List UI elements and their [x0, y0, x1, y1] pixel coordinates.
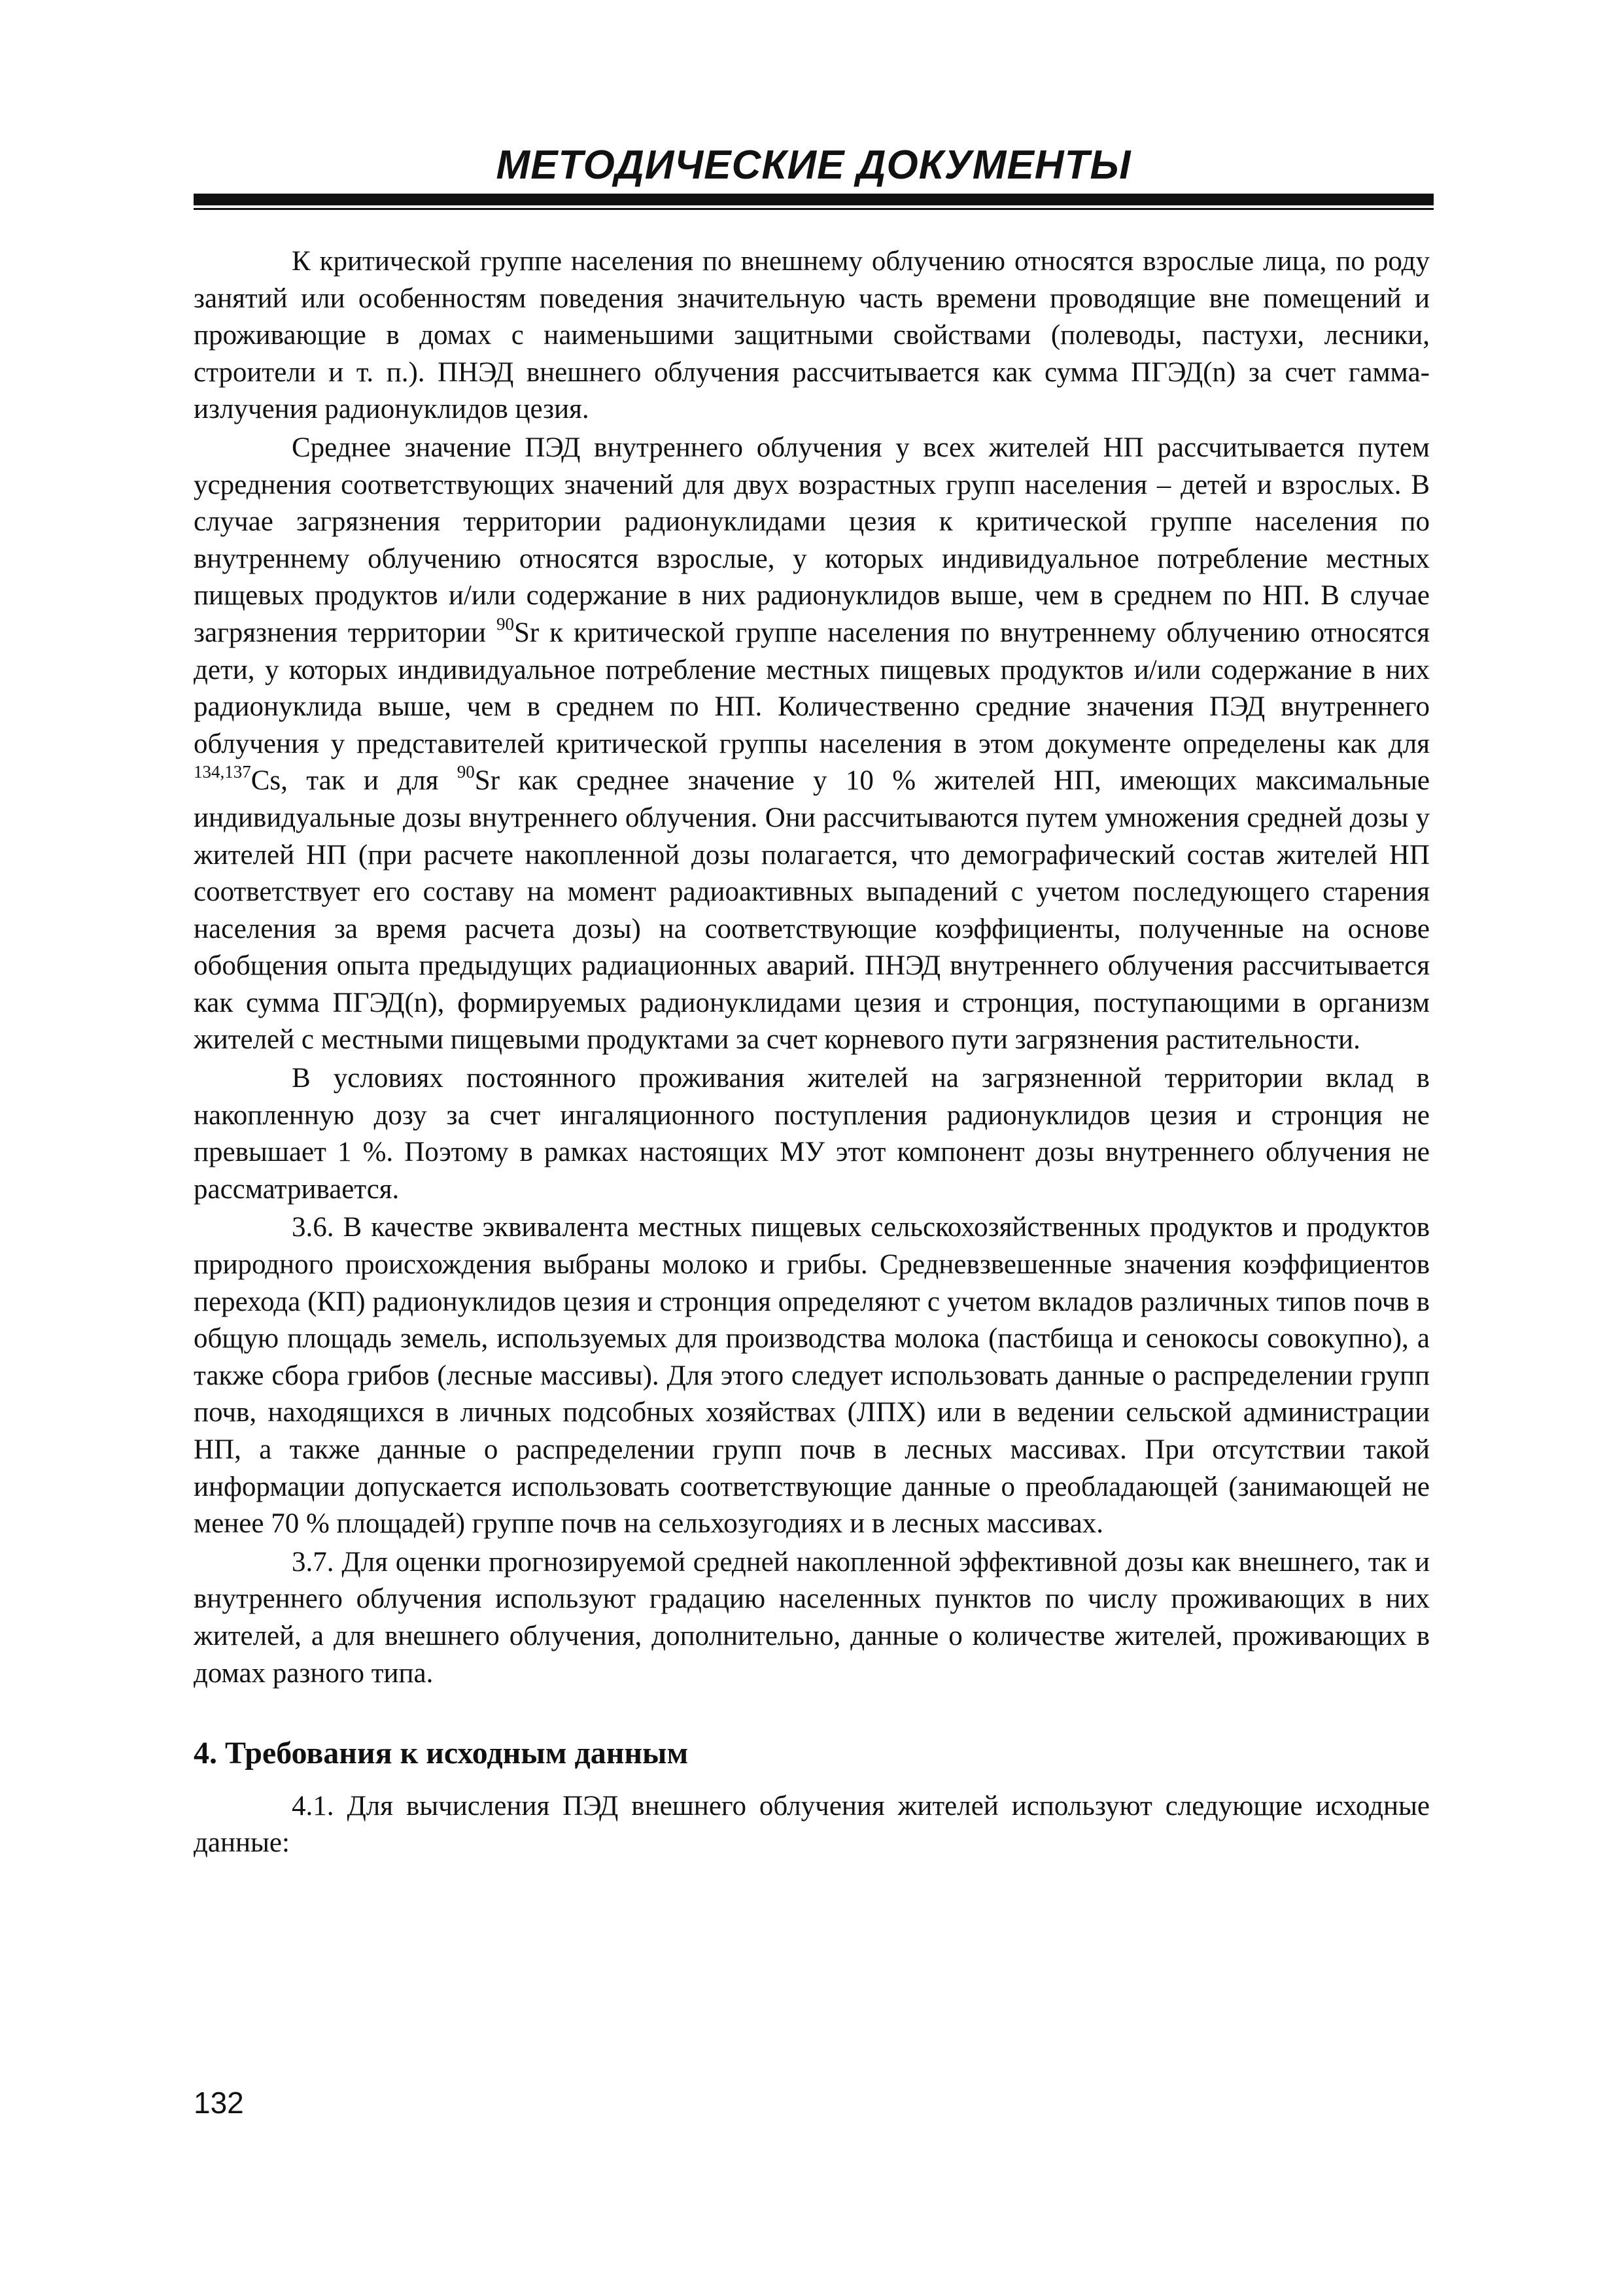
paragraph-critical-group-external: К критической группе населения по внешнему облучению относятся взрослые лица, по роду занятий или особенностям поведения значительную часть времени проводящие вне помещений и проживающие в домах с наименьшими защитными свойствами (полеводы, пастухи, лесники, строители и т. п.). ПНЭД внешнего облучения рассчитывается как сумма ПГЭД(n) за счет гамма-излучения радионуклидов цезия. [194, 246, 1430, 425]
paragraph-text: Cs, так и для [251, 765, 457, 797]
paragraph-text: Sr к критической группе населения по внутреннему облучению относятся дети, у которых индивидуальное потребление местных пищевых продуктов и/или содержание в них радионуклида выше, чем в среднем по НП. Количественно средние значения ПЭД внутреннего облучения у представителей критической группы населения в этом документе определены как для [194, 617, 1430, 759]
paragraph-text: Среднее значение ПЭД внутреннего облучения у всех жителей НП рассчитывается путем усреднения соответствующих значений для двух возрастных групп населения – детей и взрослых. В случае загрязнения территории радионуклидами цезия к критической группе населения по внутреннему облучению относятся взрослые, у которых индивидуальное потребление местных пищевых продуктов и/или содержание в них радионуклидов выше, чем в среднем по НП. В случае загрязнения территории [194, 432, 1430, 648]
paragraph-text: Sr как среднее значение у 10 % жителей НП, имеющих максимальные индивидуальные дозы внутреннего облучения. Они рассчитываются путем умножения средней дозы у жителей НП (при расчете накопленной дозы полагается, что демографический состав жителей НП соответствует его составу на момент радиоактивных выпадений с учетом последующего старения населения за время расчета дозы) на соответствующие коэффициенты, полученные на основе обобщения опыта предыдущих радиационных аварий. ПНЭД внутреннего облучения рассчитывается как сумма ПГЭД(n), формируемых радионуклидами цезия и стронция, поступающими в организм жителей с местными пищевыми продуктами за счет корневого пути загрязнения растительности. [194, 765, 1430, 1056]
running-header [194, 145, 1434, 210]
header-rule-thick [194, 194, 1434, 205]
paragraph-4-1: 4.1. Для вычисления ПЭД внешнего облучения жителей используют следующие исходные данные: [194, 1790, 1430, 1859]
isotope-mass-number: 90 [457, 762, 475, 782]
paragraph-inhalation: В условиях постоянного проживания жителей на загрязненной территории вклад в накопленную дозу за счет ингаляционного поступления радионуклидов цезия и стронция не превышает 1 %. Поэтому в рамках настоящих МУ этот компонент дозы внутреннего облучения не рассматривается. [194, 1063, 1430, 1205]
isotope-mass-number: 134,137 [194, 762, 251, 782]
paragraph-internal-exposure [194, 430, 1430, 1059]
section-heading: 4. Требования к исходным данным [194, 1736, 689, 1771]
header-rule-thin [194, 208, 1434, 210]
paragraph-3-6: 3.6. В качестве эквивалента местных пищевых сельскохозяйственных продуктов и продуктов природного происхождения выбраны молоко и грибы. Средневзвешенные значения коэффициентов перехода (КП) радионуклидов цезия и стронция определяют с учетом вкладов различных типов почв в общую площадь земель, используемых для производства молока (пастбища и сенокосы совокупно), а также сбора грибов (лесные массивы). Для этого следует использовать данные о распределении групп почв, находящихся в личных подсобных хозяйствах (ЛПХ) или в ведении сельской администрации НП, а также данные о распределении групп почв в лесных массивах. При отсутствии такой информации допускается использовать соответствующие данные о преобладающей (занимающей не менее 70 % площадей) группе почв на сельхозугодиях и в лесных массивах. [194, 1212, 1430, 1540]
header-title: МЕТОДИЧЕСКИЕ ДОКУМЕНТЫ [496, 143, 1132, 188]
body-text [194, 243, 1430, 1863]
page-number: 132 [194, 2086, 244, 2120]
isotope-mass-number: 90 [496, 613, 514, 634]
paragraph-3-7: 3.7. Для оценки прогнозируемой средней накопленной эффективной дозы как внешнего, так и внутреннего облучения используют градацию населенных пунктов по числу проживающих в них жителей, а для внешнего облучения, дополнительно, данные о количестве жителей, проживающих в домах разного типа. [194, 1546, 1430, 1689]
